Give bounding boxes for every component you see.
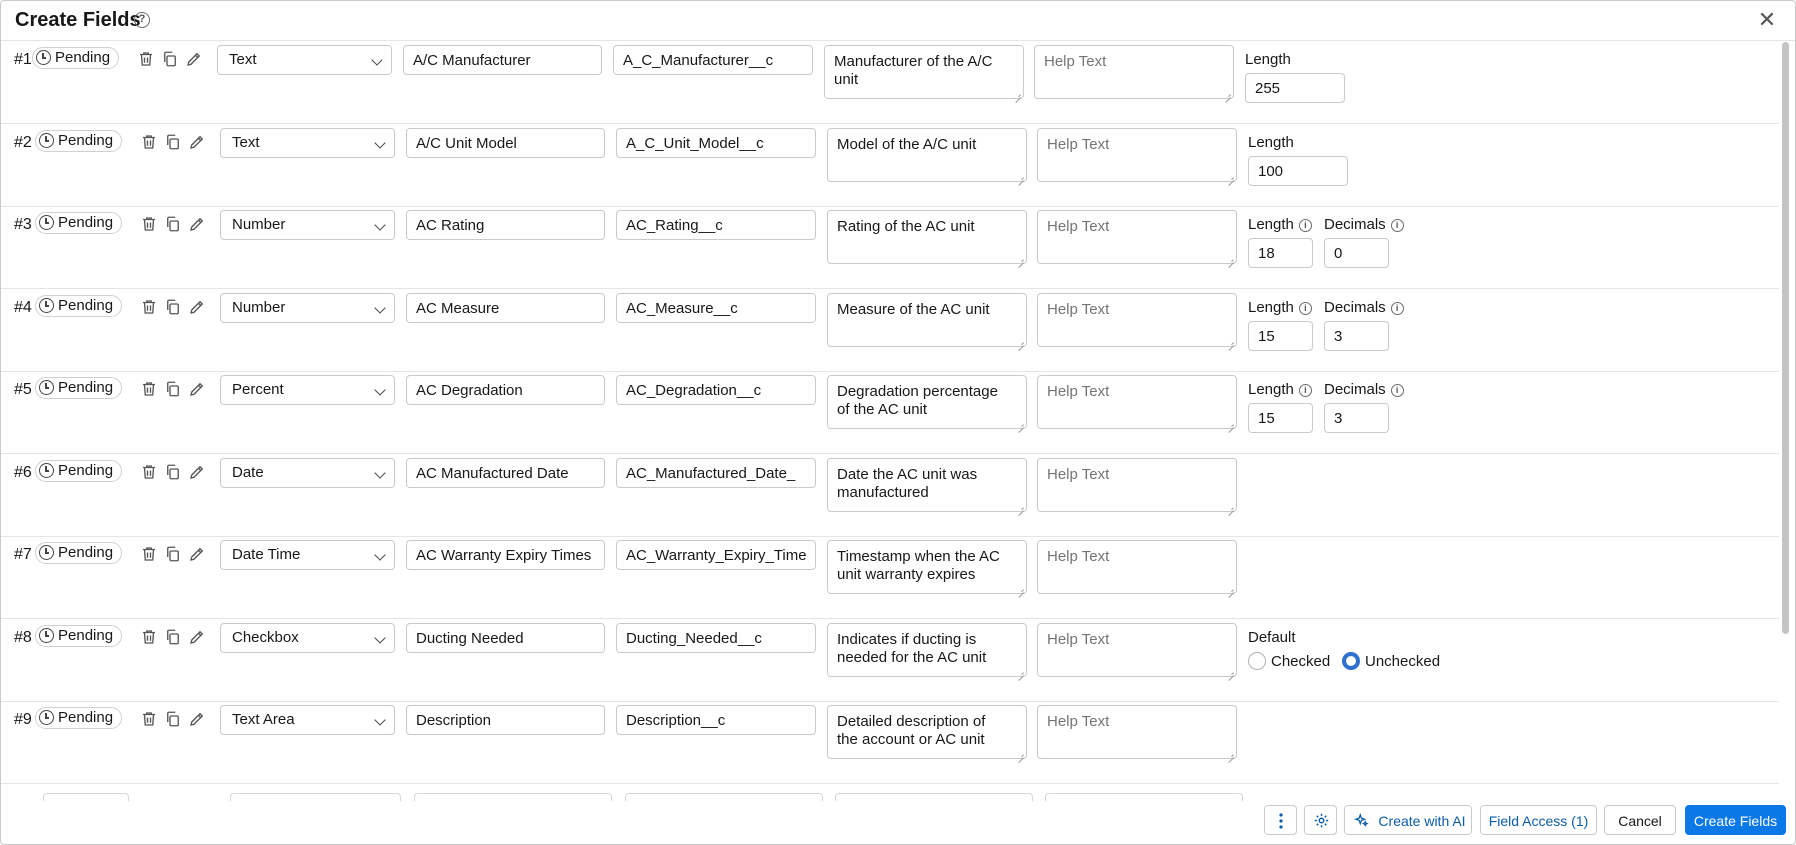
copy-icon[interactable] xyxy=(164,463,182,481)
status-label: Pending xyxy=(58,214,114,231)
field-row xyxy=(1,537,1779,619)
close-icon[interactable]: ✕ xyxy=(1757,7,1777,32)
length-label-text: Length xyxy=(1248,299,1294,316)
trash-icon[interactable] xyxy=(140,545,158,563)
checked-radio-label: Checked xyxy=(1271,653,1331,670)
help-text-textarea[interactable] xyxy=(1034,45,1234,99)
help-text-textarea[interactable] xyxy=(1037,458,1237,512)
length-label: Length xyxy=(1245,51,1291,68)
field-rows-list xyxy=(1,42,1781,787)
api-name-input[interactable] xyxy=(616,705,816,735)
description-line: Degradation percentage xyxy=(837,383,998,400)
pencil-icon[interactable] xyxy=(188,215,206,233)
status-label: Pending xyxy=(58,379,114,396)
info-icon[interactable]: i xyxy=(1391,384,1404,397)
pencil-icon[interactable] xyxy=(188,298,206,316)
clock-icon xyxy=(39,298,54,313)
field-label-input[interactable] xyxy=(406,293,605,323)
field-row xyxy=(1,455,1779,537)
info-icon[interactable]: i xyxy=(1299,384,1312,397)
status-badge xyxy=(35,212,122,234)
field-row xyxy=(1,207,1779,289)
field-type-select[interactable] xyxy=(220,623,395,653)
chevron-down-icon xyxy=(374,219,385,230)
api-name-input[interactable] xyxy=(616,540,816,570)
dialog-header xyxy=(1,1,1795,41)
chevron-down-icon xyxy=(374,714,385,725)
field-row xyxy=(1,42,1779,124)
chevron-down-icon xyxy=(371,54,382,65)
row-number: #5 xyxy=(14,381,32,398)
create-fields-button[interactable] xyxy=(1685,805,1786,835)
status-label: Pending xyxy=(58,544,114,561)
clock-icon xyxy=(39,215,54,230)
decimals-input[interactable] xyxy=(1324,321,1389,351)
description-line: Indicates if ducting is xyxy=(837,631,977,648)
unchecked-radio-label: Unchecked xyxy=(1365,653,1441,670)
partial-description-textarea xyxy=(835,793,1033,801)
description-textarea[interactable] xyxy=(827,210,1027,264)
row-number: #6 xyxy=(14,464,32,481)
field-type-select[interactable] xyxy=(220,293,395,323)
description-line: manufactured xyxy=(837,484,929,501)
pencil-icon[interactable] xyxy=(188,133,206,151)
decimals-label xyxy=(1324,299,1404,316)
length-input[interactable] xyxy=(1248,156,1348,186)
description-textarea[interactable] xyxy=(827,540,1027,594)
length-label-text: Length xyxy=(1248,381,1294,398)
field-row xyxy=(1,125,1779,207)
trash-icon[interactable] xyxy=(137,50,155,68)
copy-icon[interactable] xyxy=(161,50,179,68)
create-fields-label: Create Fields xyxy=(1693,813,1778,829)
chevron-down-icon xyxy=(374,632,385,643)
field-label-input[interactable] xyxy=(406,375,605,405)
description-line: Rating of the AC unit xyxy=(837,218,975,235)
info-icon[interactable]: i xyxy=(1299,302,1312,315)
help-text-textarea[interactable] xyxy=(1037,540,1237,594)
trash-icon[interactable] xyxy=(140,463,158,481)
description-textarea[interactable] xyxy=(827,623,1027,677)
status-badge xyxy=(35,707,122,729)
trash-icon[interactable] xyxy=(140,380,158,398)
field-type-select[interactable] xyxy=(217,45,392,75)
row-number: #7 xyxy=(14,546,32,563)
decimals-label-text: Decimals xyxy=(1324,216,1386,233)
copy-icon[interactable] xyxy=(164,628,182,646)
clock-icon xyxy=(39,710,54,725)
decimals-label xyxy=(1324,216,1404,233)
description-textarea[interactable] xyxy=(827,458,1027,512)
decimals-input[interactable] xyxy=(1324,238,1389,268)
clock-icon xyxy=(39,628,54,643)
field-access-button[interactable] xyxy=(1480,805,1597,835)
description-line: the account or AC unit xyxy=(837,731,985,748)
field-type-value: Text xyxy=(232,134,260,151)
copy-icon[interactable] xyxy=(164,298,182,316)
pencil-icon[interactable] xyxy=(188,628,206,646)
description-line: unit warranty expires xyxy=(837,566,976,583)
more-options-button[interactable] xyxy=(1264,805,1297,835)
trash-icon[interactable] xyxy=(140,215,158,233)
chevron-down-icon xyxy=(374,467,385,478)
scrollbar-thumb[interactable] xyxy=(1782,42,1789,634)
partial-type-select xyxy=(230,793,401,801)
status-label: Pending xyxy=(58,462,114,479)
help-text-textarea[interactable] xyxy=(1037,375,1237,429)
description-line: Date the AC unit was xyxy=(837,466,978,483)
status-label: Pending xyxy=(58,627,114,644)
field-type-select[interactable] xyxy=(220,705,395,735)
length-input[interactable] xyxy=(1245,73,1345,103)
status-badge xyxy=(32,47,119,69)
field-type-value: Date Time xyxy=(232,546,301,563)
length-input[interactable] xyxy=(1248,403,1313,433)
status-badge xyxy=(35,377,122,399)
checked-radio[interactable] xyxy=(1248,652,1266,670)
chevron-down-icon xyxy=(374,137,385,148)
partial-status-badge xyxy=(43,793,129,801)
help-text-textarea[interactable] xyxy=(1037,210,1237,264)
status-badge xyxy=(35,295,122,317)
create-with-ai-button[interactable] xyxy=(1344,805,1472,835)
info-icon[interactable]: i xyxy=(1391,302,1404,315)
length-label xyxy=(1248,299,1312,316)
api-name-input[interactable] xyxy=(616,623,816,653)
length-input[interactable] xyxy=(1248,321,1313,351)
pencil-icon[interactable] xyxy=(188,380,206,398)
trash-icon[interactable] xyxy=(140,133,158,151)
field-label-input[interactable] xyxy=(406,128,605,158)
description-textarea[interactable] xyxy=(824,45,1024,99)
chevron-down-icon xyxy=(374,549,385,560)
field-label-input[interactable] xyxy=(406,458,605,488)
row-number: #3 xyxy=(14,216,32,233)
copy-icon[interactable] xyxy=(164,710,182,728)
field-type-value: Number xyxy=(232,216,286,233)
cancel-button[interactable] xyxy=(1604,805,1676,835)
description-line: unit xyxy=(834,71,859,88)
description-textarea[interactable] xyxy=(827,293,1027,347)
copy-icon[interactable] xyxy=(164,545,182,563)
field-label-input[interactable] xyxy=(403,45,602,75)
api-name-input[interactable] xyxy=(613,45,813,75)
row-number: #2 xyxy=(14,134,32,151)
help-text-textarea[interactable] xyxy=(1037,623,1237,677)
vertical-scrollbar[interactable] xyxy=(1782,42,1790,788)
field-type-value: Checkbox xyxy=(232,629,299,646)
trash-icon[interactable] xyxy=(140,710,158,728)
copy-icon[interactable] xyxy=(164,133,182,151)
api-name-input[interactable] xyxy=(616,293,816,323)
api-name-input[interactable] xyxy=(616,375,816,405)
decimals-label-text: Decimals xyxy=(1324,381,1386,398)
field-label-input[interactable] xyxy=(406,623,605,653)
description-line: Model of the A/C unit xyxy=(837,136,977,153)
info-icon[interactable]: i xyxy=(1391,219,1404,232)
description-line: Measure of the AC unit xyxy=(837,301,990,318)
description-line: Manufacturer of the A/C xyxy=(834,53,993,70)
partial-label-input xyxy=(414,793,612,801)
length-label-text: Length xyxy=(1248,216,1294,233)
field-label-input[interactable] xyxy=(406,705,605,735)
pencil-icon[interactable] xyxy=(188,463,206,481)
field-type-select[interactable] xyxy=(220,128,395,158)
pencil-icon[interactable] xyxy=(188,545,206,563)
description-line: needed for the AC unit xyxy=(837,649,987,666)
pencil-icon[interactable] xyxy=(188,710,206,728)
trash-icon[interactable] xyxy=(140,298,158,316)
clock-icon xyxy=(39,380,54,395)
length-input[interactable] xyxy=(1248,238,1313,268)
dialog-title: Create Fields xyxy=(15,9,141,31)
status-badge xyxy=(35,625,122,647)
length-label xyxy=(1248,381,1312,398)
help-text-textarea[interactable] xyxy=(1037,705,1237,759)
description-line: of the AC unit xyxy=(837,401,928,418)
description-line: Timestamp when the AC xyxy=(837,548,1000,565)
status-badge xyxy=(35,542,122,564)
field-type-value: Text xyxy=(229,51,257,68)
row-number: #9 xyxy=(14,711,32,728)
field-type-value: Text Area xyxy=(232,711,295,728)
clock-icon xyxy=(36,50,51,65)
row-number: #4 xyxy=(14,299,32,316)
field-row xyxy=(1,620,1779,702)
field-row xyxy=(1,372,1779,454)
api-name-input[interactable] xyxy=(616,458,816,488)
api-name-input[interactable] xyxy=(616,210,816,240)
chevron-down-icon xyxy=(374,384,385,395)
default-label: Default xyxy=(1248,629,1296,646)
clock-icon xyxy=(39,133,54,148)
status-label: Pending xyxy=(55,49,111,66)
clock-icon xyxy=(39,463,54,478)
field-row xyxy=(1,290,1779,372)
status-label: Pending xyxy=(58,132,114,149)
decimals-label-text: Decimals xyxy=(1324,299,1386,316)
field-type-select[interactable] xyxy=(220,540,395,570)
status-badge xyxy=(35,460,122,482)
unchecked-radio[interactable] xyxy=(1342,652,1360,670)
partial-api-input xyxy=(625,793,823,801)
field-type-select[interactable] xyxy=(220,210,395,240)
field-type-select[interactable] xyxy=(220,458,395,488)
clock-icon xyxy=(39,545,54,560)
question-circle-icon[interactable]: ? xyxy=(134,12,150,28)
length-label: Length xyxy=(1248,134,1294,151)
field-type-select[interactable] xyxy=(220,375,395,405)
field-row xyxy=(1,702,1779,784)
trash-icon[interactable] xyxy=(140,628,158,646)
field-type-value: Number xyxy=(232,299,286,316)
settings-button[interactable] xyxy=(1304,805,1337,835)
field-type-value: Date xyxy=(232,464,264,481)
status-badge xyxy=(35,130,122,152)
gear-icon xyxy=(1313,812,1330,832)
help-text-textarea[interactable] xyxy=(1037,128,1237,182)
description-textarea[interactable] xyxy=(827,705,1027,759)
help-text-textarea[interactable] xyxy=(1037,293,1237,347)
description-line: Detailed description of xyxy=(837,713,986,730)
field-type-value: Percent xyxy=(232,381,284,398)
copy-icon[interactable] xyxy=(164,215,182,233)
api-name-input[interactable] xyxy=(616,128,816,158)
copy-icon[interactable] xyxy=(164,380,182,398)
pencil-icon[interactable] xyxy=(185,50,203,68)
description-textarea[interactable] xyxy=(827,128,1027,182)
more-vertical-icon xyxy=(1279,813,1283,832)
partial-help-textarea xyxy=(1045,793,1243,801)
row-number: #8 xyxy=(14,629,32,646)
create-with-ai-label: Create with AI xyxy=(1378,813,1466,829)
length-label xyxy=(1248,216,1312,233)
decimals-input[interactable] xyxy=(1324,403,1389,433)
cancel-label: Cancel xyxy=(1618,813,1662,829)
field-access-label: Field Access (1) xyxy=(1488,813,1589,829)
description-textarea[interactable] xyxy=(827,375,1027,429)
chevron-down-icon xyxy=(374,302,385,313)
row-number: #1 xyxy=(14,51,32,68)
status-label: Pending xyxy=(58,709,114,726)
decimals-label xyxy=(1324,381,1404,398)
field-label-input[interactable] xyxy=(406,210,605,240)
field-label-input[interactable] xyxy=(406,540,605,570)
status-label: Pending xyxy=(58,297,114,314)
info-icon[interactable]: i xyxy=(1299,219,1312,232)
